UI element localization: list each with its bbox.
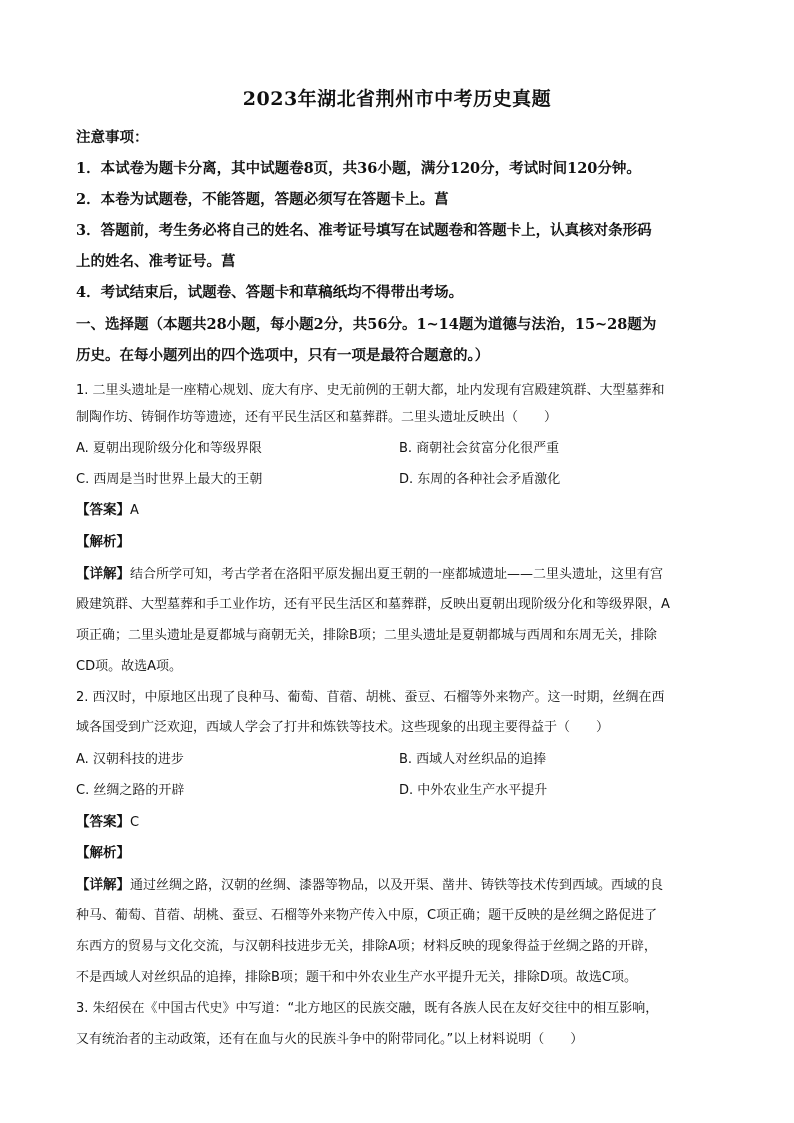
q1-detail-text-1: 结合所学可知，考古学者在洛阳平原发掘出夏王朝的一座都城遗址——二里头遗址，这里有宫 <box>130 567 664 582</box>
q2-detail-line-2: 种马、葡萄、苜蓿、胡桃、蚕豆、石榴等外来物产传入中原，C项正确；题干反映的是丝绸之路促进了 <box>76 908 658 923</box>
q1-option-c: C. 西周是当时世界上最大的王朝 <box>76 472 263 487</box>
stray-glyph: 菖 <box>221 253 236 270</box>
notice-item-3: 3．答题前，考生务必将自己的姓名、准考证号填写在试题卷和答题卡上，认真核对条形码 <box>76 222 652 239</box>
q1-answer <box>76 498 139 518</box>
q1-detail-line-1 <box>76 562 663 582</box>
q3-stem-line-2: 又有统治者的主动政策，还有在血与火的民族斗争中的附带同化。”以上材料说明（ ） <box>76 1032 584 1047</box>
q1-stem-line-2: 制陶作坊、铸铜作坊等遗迹，还有平民生活区和墓葬群。二里头遗址反映出（ ） <box>76 410 558 425</box>
q2-detail-line-1 <box>76 873 663 893</box>
detail-label: 【详解】 <box>76 566 130 582</box>
page-title: 2023年湖北省荆州市中考历史真题 <box>242 88 552 110</box>
q1-stem-line-1: 1. 二里头遗址是一座精心规划、庞大有序、史无前例的王朝大都，址内发现有宫殿建筑群、大型墓葬和 <box>76 383 665 398</box>
q2-analysis-label: 【解析】 <box>76 845 130 861</box>
stray-glyph: 菖 <box>434 191 449 208</box>
notice-item-3-cont-text: 上的姓名、准考证号。 <box>76 253 221 270</box>
q2-answer-value: C <box>130 815 140 830</box>
q2-option-d: D. 中外农业生产水平提升 <box>399 783 548 798</box>
notice-heading: 注意事项： <box>76 129 149 146</box>
q2-detail-line-3: 东西方的贸易与文化交流，与汉朝科技进步无关，排除A项；材料反映的现象得益于丝绸之路的开辟， <box>76 939 657 954</box>
answer-label: 【答案】 <box>76 814 130 830</box>
q2-detail-line-4: 不是西域人对丝织品的追捧，排除B项；题干和中外农业生产水平提升无关，排除D项。故选C项。 <box>76 970 638 985</box>
answer-label: 【答案】 <box>76 502 130 518</box>
section-heading-line-2: 历史。在每小题列出的四个选项中，只有一项是最符合题意的。） <box>76 347 490 364</box>
notice-item-3-cont <box>76 250 236 271</box>
q1-option-a: A. 夏朝出现阶级分化和等级界限 <box>76 441 262 456</box>
q2-detail-text-1: 通过丝绸之路，汉朝的丝绸、漆器等物品，以及开渠、凿井、铸铁等技术传到西域。西域的良 <box>130 878 664 893</box>
q1-detail-line-3: 项正确；二里头遗址是夏都城与商朝无关，排除B项；二里头遗址是夏朝都城与西周和东周无关，排除 <box>76 628 657 643</box>
q2-stem-line-1: 2. 西汉时，中原地区出现了良种马、葡萄、苜蓿、胡桃、蚕豆、石榴等外来物产。这一时期，丝绸在西 <box>76 690 665 705</box>
notice-item-4: 4．考试结束后，试题卷、答题卡和草稿纸均不得带出考场。 <box>76 284 464 301</box>
q1-answer-value: A <box>130 503 139 518</box>
q1-analysis-label: 【解析】 <box>76 534 130 550</box>
q2-option-b: B. 西域人对丝织品的追捧 <box>399 752 547 767</box>
q2-stem-line-2: 域各国受到广泛欢迎，西域人学会了打井和炼铁等技术。这些现象的出现主要得益于（ ） <box>76 720 610 735</box>
notice-item-2 <box>76 188 449 209</box>
q2-option-a: A. 汉朝科技的进步 <box>76 752 184 767</box>
detail-label: 【详解】 <box>76 877 130 893</box>
q1-detail-line-4: CD项。故选A项。 <box>76 659 182 674</box>
notice-item-2-text: 2．本卷为试题卷，不能答题，答题必须写在答题卡上。 <box>76 191 435 208</box>
notice-item-1: 1．本试卷为题卡分离，其中试题卷8页，共36小题，满分120分，考试时间120分钟。 <box>76 160 641 177</box>
q1-option-b: B. 商朝社会贫富分化很严重 <box>399 441 560 456</box>
q3-stem-line-1: 3. 朱绍侯在《中国古代史》中写道：“北方地区的民族交融，既有各族人民在友好交往中的相互影响， <box>76 1001 659 1016</box>
section-heading-line-1: 一、选择题（本题共28小题，每小题2分，共56分。1~14题为道德与法治，15~28题为 <box>76 316 657 333</box>
q1-option-d: D. 东周的各种社会矛盾激化 <box>399 472 561 487</box>
q2-answer <box>76 810 139 830</box>
q2-option-c: C. 丝绸之路的开辟 <box>76 783 185 798</box>
q1-detail-line-2: 殿建筑群、大型墓葬和手工业作坊，还有平民生活区和墓葬群，反映出夏朝出现阶级分化和等级界限，A <box>76 597 670 612</box>
